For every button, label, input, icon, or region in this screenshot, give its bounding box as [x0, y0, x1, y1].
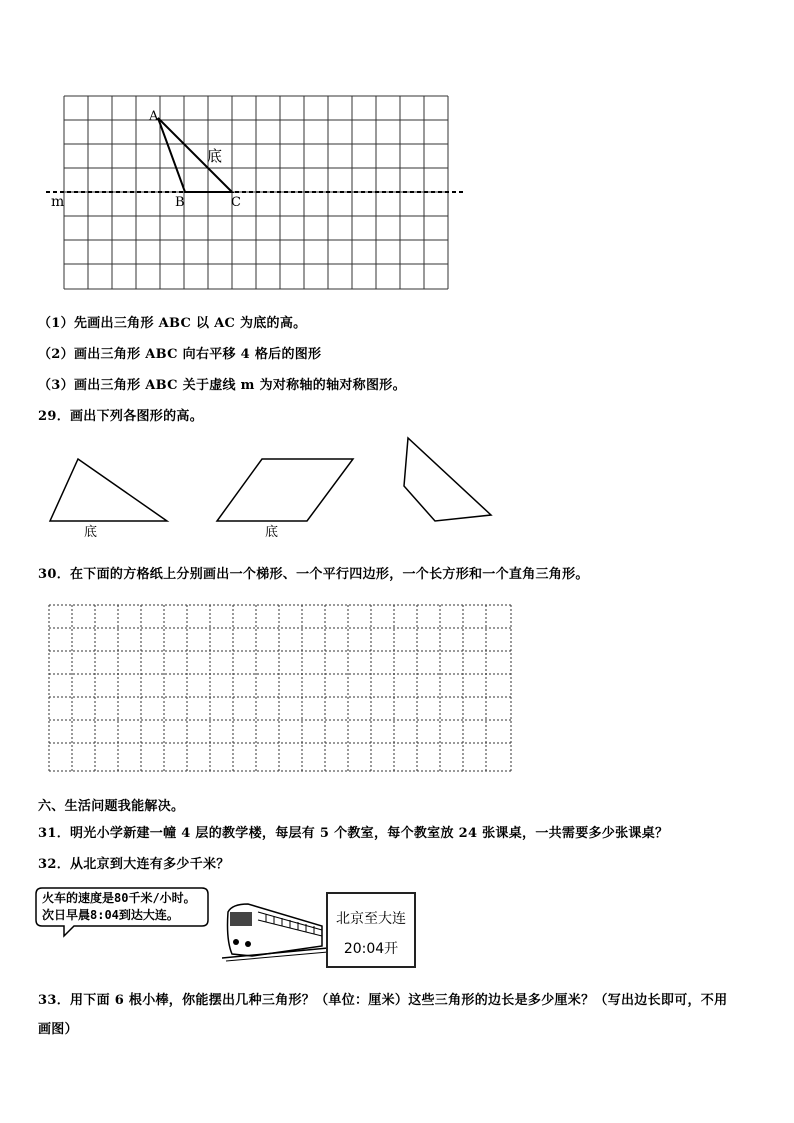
q29-quadrilateral — [404, 438, 491, 521]
base-label: 底 — [207, 147, 223, 165]
vertex-a-label: A — [149, 109, 159, 124]
axis-m-label: m — [51, 194, 65, 210]
q30-dotted-grid — [44, 600, 516, 780]
ticket-route: 北京至大连 — [336, 911, 406, 927]
q29-parallelogram — [217, 459, 353, 521]
q31-question: 31．明光小学新建一幢 4 层的教学楼，每层有 5 个教室，每个教室放 24 张课桌，一共需要多少张课桌？ — [38, 826, 669, 841]
section-6-heading: 六、生活问题我能解决。 — [38, 799, 185, 814]
vertex-c-label: C — [231, 195, 241, 210]
train-illustration — [222, 900, 328, 962]
q32-bubble-line-2: 次日早晨8:04到达大连。 — [42, 908, 179, 922]
q28-task-2: （2）画出三角形 ABC 向右平移 4 格后的图形 — [38, 347, 322, 362]
q33-question-line-2: 画图） — [38, 1022, 78, 1037]
q32-question: 32．从北京到大连有多少千米？ — [38, 857, 230, 872]
q29-question: 29．画出下列各图形的高。 — [38, 409, 203, 424]
vertex-b-label: B — [175, 195, 185, 210]
ticket-time: 20:04开 — [343, 941, 399, 957]
q29-triangle — [50, 459, 167, 521]
q30-question: 30．在下面的方格纸上分别画出一个梯形、一个平行四边形，一个长方形和一个直角三角形。 — [38, 567, 589, 582]
q28-grid-figure — [40, 88, 470, 298]
q29-base-label-1: 底 — [84, 525, 98, 540]
q28-task-1: （1）先画出三角形 ABC 以 AC 为底的高。 — [38, 316, 307, 331]
q33-question-line-1: 33．用下面 6 根小棒，你能摆出几种三角形？（单位：厘米）这些三角形的边长是多少厘米？（写出边长即可，不用 — [38, 993, 728, 1008]
q29-shapes — [40, 432, 510, 544]
q29-base-label-2: 底 — [265, 525, 279, 540]
q32-ticket — [326, 892, 416, 968]
q28-task-3: （3）画出三角形 ABC 关于虚线 m 为对称轴的轴对称图形。 — [38, 378, 406, 393]
q32-bubble-line-1: 火车的速度是80千米/小时。 — [42, 891, 196, 905]
